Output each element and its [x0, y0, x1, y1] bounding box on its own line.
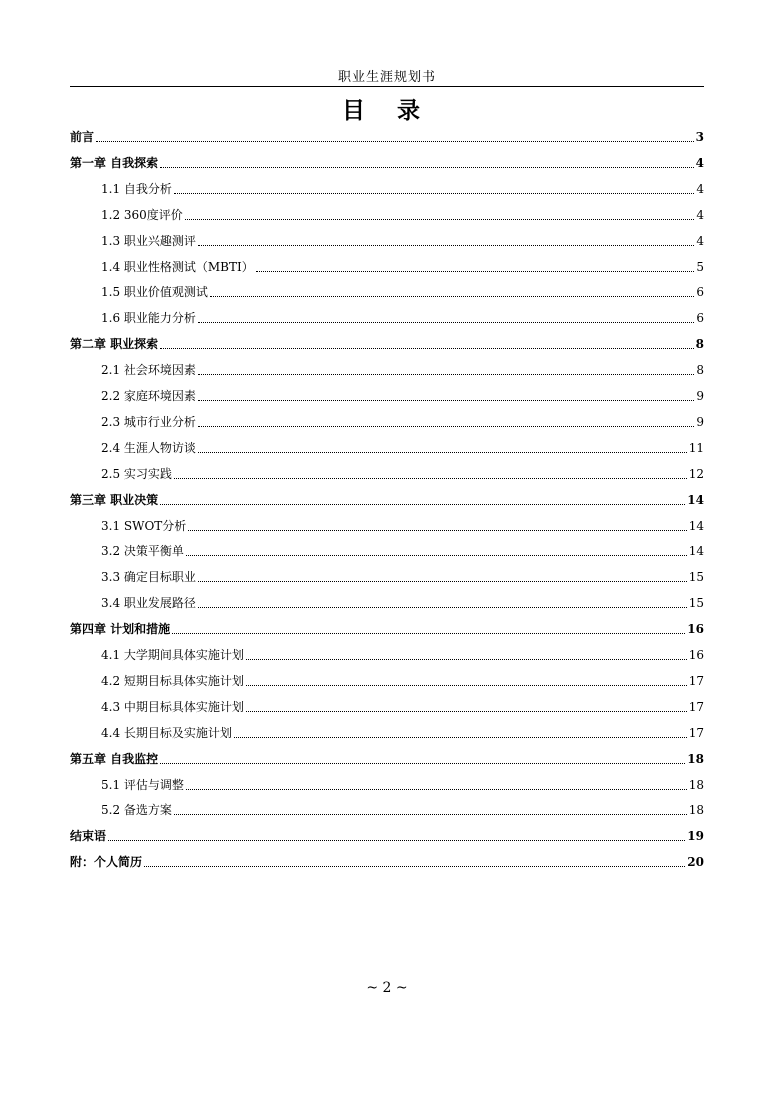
toc-entry-label: 1.2 360度评价 [101, 207, 183, 222]
toc-section-link[interactable] [101, 568, 704, 586]
toc-entry-label: 2.5 实习实践 [101, 466, 172, 481]
dot-leader [160, 504, 685, 505]
dot-leader [160, 167, 693, 168]
toc-entry-label: 1.4 职业性格测试（MBTI） [101, 259, 254, 274]
toc-entry-label: 4.3 中期目标具体实施计划 [101, 699, 244, 714]
dot-leader [144, 866, 685, 867]
toc-entry-label: 1.1 自我分析 [101, 181, 172, 196]
toc-section-link[interactable] [101, 465, 704, 483]
toc-chapter-link[interactable] [70, 827, 704, 845]
toc-entry-page: 8 [695, 337, 704, 352]
dot-leader [172, 633, 685, 634]
toc-entry-label: 4.1 大学期间具体实施计划 [101, 648, 244, 662]
toc-entry-label: 结束语 [70, 829, 107, 844]
dot-leader [174, 193, 694, 194]
toc-chapter-link[interactable] [70, 154, 704, 172]
dot-leader [198, 400, 694, 401]
dot-leader [198, 426, 694, 427]
dot-leader [234, 737, 687, 738]
toc-section-link[interactable] [101, 672, 704, 690]
toc-entry-page: 17 [688, 725, 704, 740]
toc-entry-label: 3.4 职业发展路径 [101, 596, 196, 611]
running-header: 职业生涯规划书 [337, 70, 436, 85]
toc-entry-label: 1.5 职业价值观测试 [101, 285, 208, 300]
toc-entry-label: 1.3 职业兴趣测评 [101, 233, 196, 248]
dot-leader [198, 374, 694, 375]
dot-leader [174, 478, 687, 479]
toc-entry-page: 5 [696, 259, 704, 274]
toc-entry-page: 4 [695, 155, 704, 170]
toc-entry-page: 9 [696, 414, 704, 429]
dot-leader [186, 789, 687, 790]
dot-leader [210, 296, 694, 297]
toc-entry-label: 4.4 长期目标及实施计划 [101, 725, 232, 740]
toc-entry-page: 4 [696, 181, 704, 196]
toc-entry-page: 17 [688, 673, 704, 688]
toc-section-link[interactable] [101, 361, 704, 379]
dot-leader [186, 555, 687, 556]
dot-leader [246, 685, 687, 686]
dot-leader [174, 814, 687, 815]
page-number: ~ 2 ~ [366, 980, 408, 996]
toc-entry-label: 3.3 确定目标职业 [101, 570, 196, 585]
toc-section-link[interactable] [101, 387, 704, 405]
toc-entry-page: 15 [688, 596, 704, 611]
toc-entry-page: 12 [688, 466, 704, 481]
toc-title: 目 录 [341, 97, 432, 124]
dot-leader [246, 711, 687, 712]
dot-leader [185, 219, 695, 220]
dot-leader [198, 322, 694, 323]
toc-entry-label: 3.1 SWOT分析 [101, 518, 187, 533]
toc-entry-label: 4.2 短期目标具体实施计划 [101, 673, 244, 688]
toc-section-link[interactable] [101, 517, 704, 535]
toc-chapter-link[interactable] [70, 128, 704, 146]
toc-entry-page: 8 [696, 363, 704, 378]
dot-leader [96, 141, 694, 142]
dot-leader [188, 530, 686, 531]
toc-entry-label: 2.3 城市行业分析 [101, 414, 196, 429]
toc-entry-page: 16 [688, 648, 704, 662]
toc-section-link[interactable] [101, 594, 704, 612]
toc-section-link[interactable] [101, 646, 704, 664]
toc-entry-page: 6 [696, 311, 704, 326]
toc-entry-label: 前言 [70, 130, 95, 144]
toc-entry-label: 5.2 备选方案 [101, 803, 172, 818]
dot-leader [108, 840, 685, 841]
toc-section-link[interactable] [101, 258, 704, 276]
toc-chapter-link[interactable] [70, 335, 704, 353]
toc-entry-page: 11 [688, 440, 704, 455]
dot-leader [198, 452, 687, 453]
toc-entry-label: 2.4 生涯人物访谈 [101, 440, 196, 455]
dot-leader [198, 245, 694, 246]
dot-leader [246, 659, 687, 660]
toc-entry-label: 附：个人简历 [70, 855, 143, 870]
toc-entry-label: 5.1 评估与调整 [101, 777, 184, 792]
toc-section-link[interactable] [101, 309, 704, 327]
toc-entry-page: 3 [695, 130, 704, 144]
toc-section-link[interactable] [101, 542, 704, 560]
toc-chapter-link[interactable] [70, 491, 704, 509]
toc-entry-page: 16 [687, 622, 704, 637]
toc-entry-page: 4 [696, 233, 704, 248]
toc-entry-page: 18 [688, 803, 704, 818]
dot-leader [160, 348, 693, 349]
toc-entry-page: 9 [696, 389, 704, 403]
toc-chapter-link[interactable] [70, 620, 704, 638]
toc-entry-page: 4 [696, 207, 704, 222]
toc-entry-label: 第四章 计划和措施 [70, 622, 171, 637]
dot-leader [198, 581, 687, 582]
dot-leader [256, 271, 695, 272]
toc-entry-label: 第五章 自我监控 [70, 751, 159, 766]
toc-entry-label: 2.1 社会环境因素 [101, 363, 196, 378]
toc-section-link[interactable] [101, 283, 704, 301]
toc-section-link[interactable] [101, 724, 704, 742]
toc-entry-page: 14 [688, 518, 704, 533]
toc-entry-label: 2.2 家庭环境因素 [101, 389, 196, 403]
toc-chapter-link[interactable] [70, 853, 704, 871]
toc-section-link[interactable] [101, 439, 704, 457]
toc-chapter-link[interactable] [70, 750, 704, 768]
toc-entry-label: 1.6 职业能力分析 [101, 311, 196, 326]
toc-section-link[interactable] [101, 180, 704, 198]
toc-entry-label: 第二章 职业探索 [70, 337, 159, 352]
toc-entry-label: 3.2 决策平衡单 [101, 544, 184, 559]
toc-section-link[interactable] [101, 413, 704, 431]
dot-leader [198, 607, 687, 608]
toc-entry-page: 18 [688, 777, 704, 792]
toc-entry-page: 14 [688, 544, 704, 559]
toc-section-link[interactable] [101, 698, 704, 716]
toc-entry-label: 第三章 职业决策 [70, 492, 159, 507]
toc-entry-label: 第一章 自我探索 [70, 155, 159, 170]
toc-entry-page: 15 [688, 570, 704, 585]
toc-section-link[interactable] [101, 776, 704, 794]
toc-entry-page: 20 [687, 855, 704, 870]
toc-entry-page: 14 [687, 492, 704, 507]
toc-section-link[interactable] [101, 206, 704, 224]
toc-section-link[interactable] [101, 801, 704, 819]
toc-section-link[interactable] [101, 232, 704, 250]
toc-entry-page: 6 [696, 285, 704, 300]
dot-leader [160, 763, 685, 764]
toc-entry-page: 17 [688, 699, 704, 714]
toc-entry-page: 19 [687, 829, 704, 844]
toc-entry-page: 18 [687, 751, 704, 766]
